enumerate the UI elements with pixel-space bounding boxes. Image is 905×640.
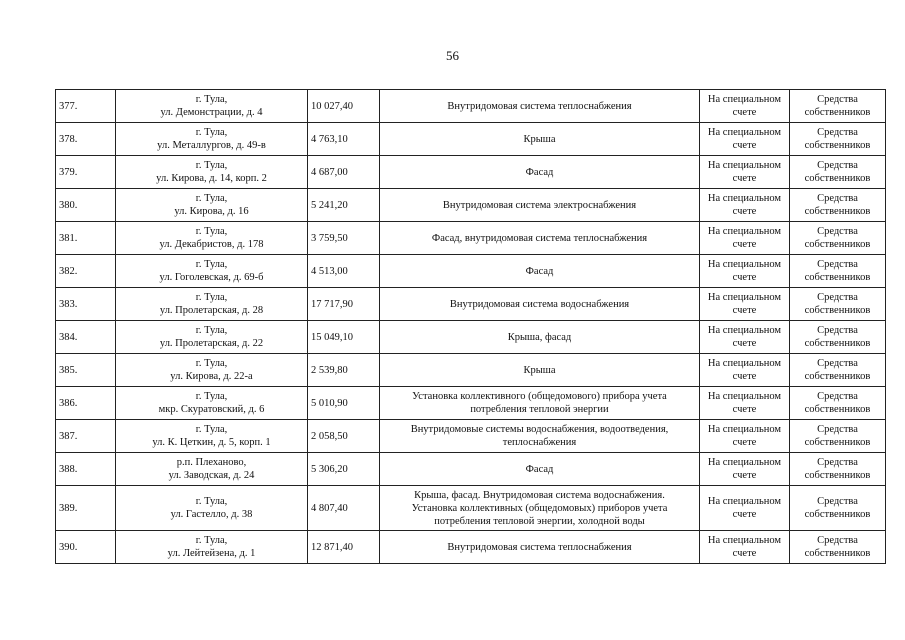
work-type-line: Крыша [523, 364, 556, 376]
account-method-line: счете [732, 305, 757, 316]
funding-source-line: собственников [804, 140, 871, 151]
funding-source-line: собственников [804, 470, 871, 481]
work-type [380, 387, 700, 420]
account-method [700, 387, 790, 420]
address-street: ул. Металлургов, д. 49-в [157, 140, 266, 151]
address-street: ул. Декабристов, д. 178 [159, 239, 264, 250]
account-method-line: счете [732, 470, 757, 481]
address [116, 321, 308, 354]
table-row [56, 321, 886, 354]
funding-source [790, 387, 886, 420]
cost-value: 4 513,00 [308, 255, 380, 288]
cost-value: 3 759,50 [308, 222, 380, 255]
cost-value: 12 871,40 [308, 531, 380, 564]
address-city: г. Тула, [195, 325, 228, 336]
account-method-line: На специальном [707, 358, 782, 369]
funding-source-line: Средства [817, 424, 858, 435]
row-number: 390. [56, 531, 116, 564]
row-number: 388. [56, 453, 116, 486]
address-street: ул. К. Цеткин, д. 5, корп. 1 [152, 437, 271, 448]
address-city: г. Тула, [195, 535, 228, 546]
work-type [380, 255, 700, 288]
address-city: р.п. Плеханово, [176, 457, 247, 468]
work-type [380, 486, 700, 531]
address-city: г. Тула, [195, 193, 228, 204]
funding-source-line: собственников [804, 338, 871, 349]
funding-source-line: Средства [817, 325, 858, 336]
cost-value: 17 717,90 [308, 288, 380, 321]
address-street: ул. Кирова, д. 22-а [170, 371, 253, 382]
address-city: г. Тула, [195, 496, 228, 507]
account-method-line: На специальном [707, 535, 782, 546]
table-row [56, 123, 886, 156]
cost-value: 4 763,10 [308, 123, 380, 156]
address-city: г. Тула, [195, 358, 228, 369]
funding-source [790, 531, 886, 564]
work-type-line: Внутридомовая система водоснабжения [449, 298, 630, 310]
account-method [700, 288, 790, 321]
row-number: 383. [56, 288, 116, 321]
work-type-line: Установка коллективного (общедомового) прибора учета [412, 391, 667, 402]
cost-value: 10 027,40 [308, 90, 380, 123]
address [116, 189, 308, 222]
account-method-line: На специальном [707, 94, 782, 105]
funding-source-line: собственников [804, 107, 871, 118]
cost-value: 5 241,20 [308, 189, 380, 222]
account-method [700, 420, 790, 453]
funding-source [790, 354, 886, 387]
work-type-line: Крыша [523, 133, 556, 145]
table-row [56, 387, 886, 420]
account-method-line: счете [732, 371, 757, 382]
funding-source [790, 90, 886, 123]
address [116, 531, 308, 564]
funding-source-line: собственников [804, 371, 871, 382]
work-type-line: Фасад [525, 265, 554, 277]
account-method-line: счете [732, 173, 757, 184]
table-row [56, 531, 886, 564]
address-street: мкр. Скуратовский, д. 6 [158, 404, 265, 415]
account-method-line: На специальном [707, 457, 782, 468]
work-type-line: Фасад [525, 463, 554, 475]
address-street: ул. Гоголевская, д. 69-б [159, 272, 264, 283]
funding-source-line: Средства [817, 259, 858, 270]
row-number: 380. [56, 189, 116, 222]
funding-source [790, 288, 886, 321]
page-number: 56 [446, 48, 459, 63]
account-method [700, 453, 790, 486]
account-method-line: счете [732, 509, 757, 520]
row-number: 381. [56, 222, 116, 255]
table-row [56, 453, 886, 486]
address [116, 354, 308, 387]
cost-value: 4 807,40 [308, 486, 380, 531]
account-method-line: На специальном [707, 160, 782, 171]
account-method [700, 189, 790, 222]
account-method-line: На специальном [707, 226, 782, 237]
funding-source [790, 420, 886, 453]
funding-source-line: Средства [817, 226, 858, 237]
address-street: ул. Демонстрации, д. 4 [160, 107, 263, 118]
work-type-line: Внутридомовая система теплоснабжения [447, 541, 632, 553]
work-type [380, 156, 700, 189]
account-method [700, 156, 790, 189]
cost-value: 5 306,20 [308, 453, 380, 486]
cost-value: 15 049,10 [308, 321, 380, 354]
account-method-line: счете [732, 140, 757, 151]
funding-source-line: собственников [804, 548, 871, 559]
work-type-line: Внутридомовые системы водоснабжения, водоотведения, [410, 424, 669, 435]
address-city: г. Тула, [195, 391, 228, 402]
account-method-line: На специальном [707, 424, 782, 435]
funding-source-line: собственников [804, 404, 871, 415]
row-number: 387. [56, 420, 116, 453]
funding-source-line: собственников [804, 305, 871, 316]
account-method-line: На специальном [707, 127, 782, 138]
work-type-line: потребления тепловой энергии [470, 404, 609, 415]
work-type [380, 354, 700, 387]
cost-value: 2 058,50 [308, 420, 380, 453]
account-method-line: счете [732, 206, 757, 217]
table-row [56, 156, 886, 189]
funding-source [790, 486, 886, 531]
address-street: ул. Пролетарская, д. 28 [159, 305, 264, 316]
address-street: ул. Гастелло, д. 38 [170, 509, 253, 520]
account-method-line: счете [732, 239, 757, 250]
address [116, 222, 308, 255]
account-method-line: На специальном [707, 259, 782, 270]
address [116, 123, 308, 156]
account-method [700, 486, 790, 531]
work-type [380, 420, 700, 453]
account-method-line: счете [732, 548, 757, 559]
table-row [56, 420, 886, 453]
funding-source-line: Средства [817, 193, 858, 204]
account-method-line: счете [732, 404, 757, 415]
work-type-line: Внутридомовая система электроснабжения [442, 199, 637, 211]
row-number: 382. [56, 255, 116, 288]
address-city: г. Тула, [195, 259, 228, 270]
address [116, 453, 308, 486]
address-city: г. Тула, [195, 127, 228, 138]
funding-source [790, 189, 886, 222]
funding-source-line: собственников [804, 239, 871, 250]
address-city: г. Тула, [195, 292, 228, 303]
row-number: 377. [56, 90, 116, 123]
account-method-line: На специальном [707, 193, 782, 204]
funding-source-line: собственников [804, 272, 871, 283]
work-type [380, 123, 700, 156]
work-type-line: Крыша, фасад. Внутридомовая система водоснабжения. [414, 489, 665, 501]
row-number: 379. [56, 156, 116, 189]
table-row [56, 288, 886, 321]
work-type [380, 531, 700, 564]
address [116, 420, 308, 453]
address-city: г. Тула, [195, 424, 228, 435]
work-type [380, 189, 700, 222]
account-method [700, 255, 790, 288]
work-type-line: Фасад [525, 166, 554, 178]
table-row [56, 189, 886, 222]
address-city: г. Тула, [195, 226, 228, 237]
address [116, 156, 308, 189]
address [116, 90, 308, 123]
address-city: г. Тула, [195, 160, 228, 171]
work-type [380, 288, 700, 321]
work-type-line: теплоснабжения [502, 437, 577, 448]
address [116, 486, 308, 531]
work-type-line: Установка коллективных (общедомовых) приборов учета [411, 502, 668, 514]
funding-source-line: Средства [817, 457, 858, 468]
table-row [56, 90, 886, 123]
work-type-line: Крыша, фасад [507, 331, 572, 343]
account-method [700, 123, 790, 156]
funding-source [790, 453, 886, 486]
work-type-line: потребления тепловой энергии, холодной воды [434, 515, 645, 527]
address-street: ул. Пролетарская, д. 22 [159, 338, 264, 349]
cost-value: 2 539,80 [308, 354, 380, 387]
funding-source-line: Средства [817, 358, 858, 369]
capital-repair-table [55, 89, 886, 564]
address-street: ул. Кирова, д. 14, корп. 2 [156, 173, 267, 184]
funding-source-line: собственников [804, 437, 871, 448]
account-method [700, 90, 790, 123]
account-method-line: счете [732, 437, 757, 448]
funding-source [790, 156, 886, 189]
cost-value: 4 687,00 [308, 156, 380, 189]
funding-source-line: собственников [804, 173, 871, 184]
table-row [56, 255, 886, 288]
row-number: 386. [56, 387, 116, 420]
funding-source-line: Средства [817, 94, 858, 105]
table-body [56, 90, 886, 564]
funding-source-line: Средства [817, 127, 858, 138]
account-method-line: На специальном [707, 496, 782, 507]
address [116, 255, 308, 288]
address-street: ул. Кирова, д. 16 [174, 206, 249, 217]
table-row [56, 222, 886, 255]
address [116, 387, 308, 420]
account-method [700, 354, 790, 387]
address-street: ул. Заводская, д. 24 [168, 470, 255, 481]
account-method-line: счете [732, 107, 757, 118]
work-type [380, 90, 700, 123]
work-type-line: Внутридомовая система теплоснабжения [447, 100, 632, 112]
account-method [700, 321, 790, 354]
account-method-line: На специальном [707, 325, 782, 336]
funding-source [790, 321, 886, 354]
address [116, 288, 308, 321]
funding-source-line: Средства [817, 292, 858, 303]
funding-source [790, 123, 886, 156]
row-number: 389. [56, 486, 116, 531]
funding-source-line: собственников [804, 509, 871, 520]
funding-source [790, 222, 886, 255]
row-number: 385. [56, 354, 116, 387]
work-type [380, 222, 700, 255]
account-method-line: На специальном [707, 391, 782, 402]
work-type-line: Фасад, внутридомовая система теплоснабжения [431, 232, 648, 244]
funding-source-line: Средства [817, 160, 858, 171]
funding-source-line: собственников [804, 206, 871, 217]
row-number: 378. [56, 123, 116, 156]
funding-source [790, 255, 886, 288]
address-city: г. Тула, [195, 94, 228, 105]
work-type [380, 321, 700, 354]
account-method-line: счете [732, 338, 757, 349]
row-number: 384. [56, 321, 116, 354]
account-method-line: счете [732, 272, 757, 283]
cost-value: 5 010,90 [308, 387, 380, 420]
work-type [380, 453, 700, 486]
table-row [56, 486, 886, 531]
account-method [700, 222, 790, 255]
address-street: ул. Лейтейзена, д. 1 [167, 548, 256, 559]
account-method [700, 531, 790, 564]
account-method-line: На специальном [707, 292, 782, 303]
funding-source-line: Средства [817, 535, 858, 546]
funding-source-line: Средства [817, 496, 858, 507]
table-row [56, 354, 886, 387]
funding-source-line: Средства [817, 391, 858, 402]
